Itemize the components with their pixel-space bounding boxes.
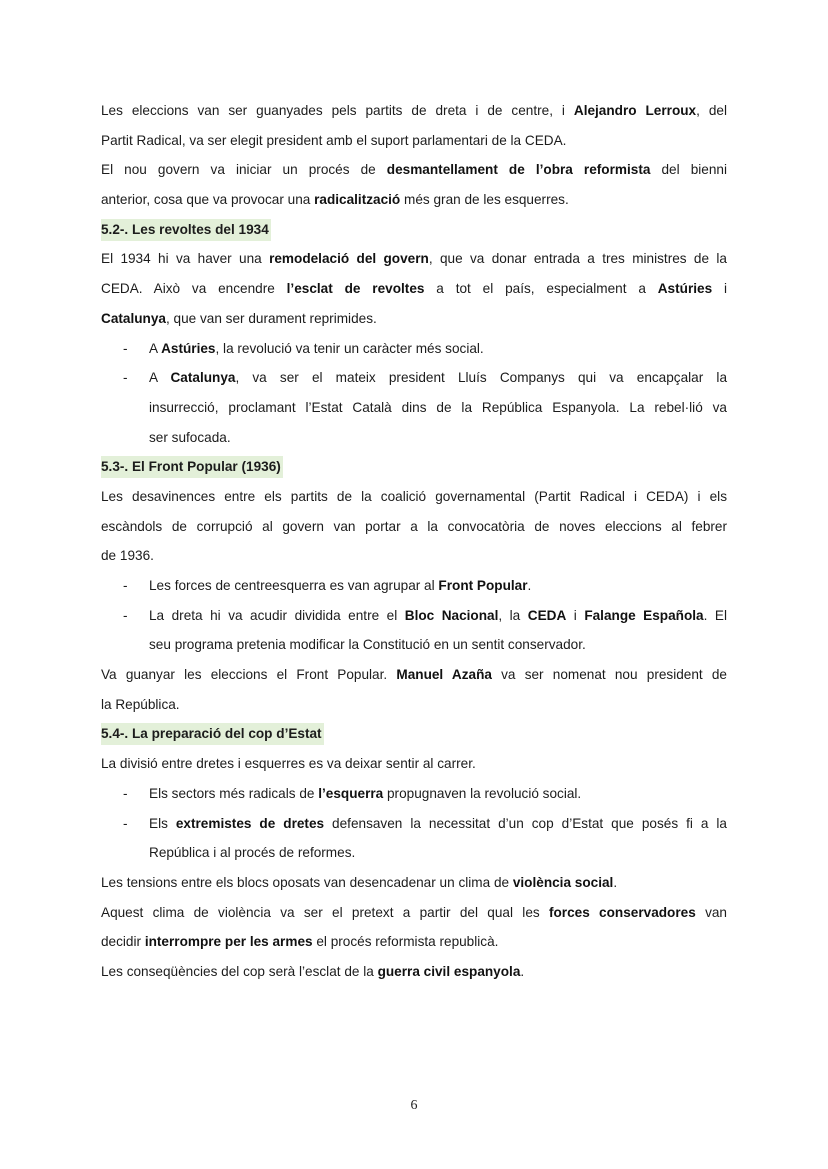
bullet-dash: - bbox=[123, 607, 128, 623]
list-item: - Les forces de centreesquerra es van agrupar al Front Popular. bbox=[101, 571, 727, 601]
page-number: 6 bbox=[410, 1098, 418, 1113]
paragraph-line: Les tensions entre els blocs oposats van desencadenar un clima de violència social. bbox=[101, 874, 618, 890]
list-item-continuation: seu programa pretenia modificar la Constitució en un sentit conservador. bbox=[149, 637, 586, 653]
list-item: - Els extremistes de dretes defensaven la necessitat d’un cop d’Estat que posés fi a la bbox=[101, 809, 727, 839]
list-item: - Els sectors més radicals de l’esquerra propugnaven la revolució social. bbox=[101, 779, 727, 809]
list-item: - A Astúries, la revolució va tenir un caràcter més social. bbox=[101, 334, 727, 364]
paragraph-line: Les desavinences entre els partits de la coalició governamental (Partit Radical i CEDA) i els bbox=[101, 488, 727, 504]
paragraph-line: escàndols de corrupció al govern van portar a la convocatòria de noves eleccions al febrer bbox=[101, 518, 727, 534]
section-heading-5-3: 5.3-. El Front Popular (1936) bbox=[101, 452, 727, 482]
section-heading-5-4: 5.4-. La preparació del cop d’Estat bbox=[101, 719, 727, 749]
paragraph-line: El nou govern va iniciar un procés de desmantellament de l’obra reformista del bienni bbox=[101, 162, 727, 178]
paragraph-line: Les eleccions van ser guanyades pels partits de dreta i de centre, i Alejandro Lerroux, del bbox=[101, 103, 727, 118]
list-item-continuation: República i al procés de reformes. bbox=[149, 845, 356, 861]
paragraph-line: Catalunya, que van ser durament reprimides. bbox=[101, 310, 377, 326]
paragraph-line: Aquest clima de violència va ser el pretext a partir del qual les forces conservadores van bbox=[101, 904, 727, 920]
list-item-continuation: insurrecció, proclamant l’Estat Català dins de la República Espanyola. La rebel·lió va bbox=[149, 399, 727, 415]
paragraph-line: La divisió entre dretes i esquerres es va deixar sentir al carrer. bbox=[101, 756, 476, 772]
bullet-dash: - bbox=[123, 785, 128, 801]
list-item-continuation: ser sufocada. bbox=[149, 429, 231, 445]
paragraph-line: de 1936. bbox=[101, 548, 154, 564]
paragraph-line: Partit Radical, va ser elegit president amb el suport parlamentari de la CEDA. bbox=[101, 132, 567, 148]
bullet-dash: - bbox=[123, 370, 128, 386]
bullet-dash: - bbox=[123, 578, 128, 593]
section-heading-5-2: 5.2-. Les revoltes del 1934 bbox=[101, 215, 727, 245]
bullet-dash: - bbox=[123, 340, 128, 356]
document-body bbox=[101, 96, 727, 987]
bullet-dash: - bbox=[123, 815, 128, 831]
paragraph-line: la República. bbox=[101, 696, 180, 712]
list-item: - La dreta hi va acudir dividida entre el Bloc Nacional, la CEDA i Falange Española. El bbox=[101, 601, 727, 631]
paragraph-line: Va guanyar les eleccions el Front Popular. Manuel Azaña va ser nomenat nou president de bbox=[101, 667, 727, 683]
paragraph-line: El 1934 hi va haver una remodelació del govern, que va donar entrada a tres ministres de la bbox=[101, 251, 727, 267]
paragraph-line: decidir interrompre per les armes el procés reformista republicà. bbox=[101, 934, 499, 950]
paragraph-line: anterior, cosa que va provocar una radicalització més gran de les esquerres. bbox=[101, 192, 569, 208]
paragraph-line: CEDA. Això va encendre l’esclat de revoltes a tot el país, especialment a Astúries i bbox=[101, 281, 728, 297]
list-item: - A Catalunya, va ser el mateix president Lluís Companys qui va encapçalar la bbox=[101, 363, 727, 393]
paragraph-line: Les conseqüències del cop serà l’esclat de la guerra civil espanyola. bbox=[101, 963, 525, 979]
